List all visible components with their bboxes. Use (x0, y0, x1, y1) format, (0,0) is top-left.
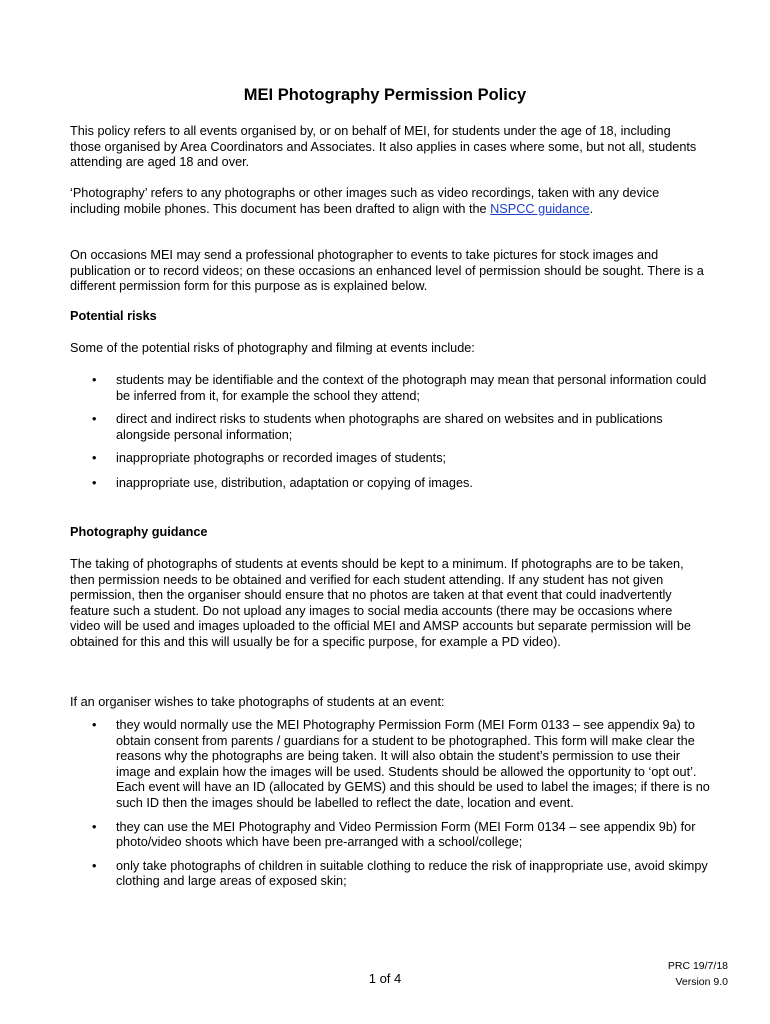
intro-paragraph-2-text: ‘Photography’ refers to any photographs or other images such as video recordings, taken with any device including mobile phones. This document has been drafted to align with the (70, 186, 660, 216)
list-item-text: students may be identifiable and the context of the photograph may mean that personal information could be inferred from it, for example the school they attend; (116, 373, 707, 403)
photography-guidance-body: The taking of photographs of students at events should be kept to a minimum. If photographs are to be taken, then permission needs to be obtained and verified for each student attending. If any student has not given permission, then the organiser should ensure that no photos are taken at that event that could inadvertently feature such a student. Do not upload any images to social media accounts (there may be occasions where video will be used and images uploaded to the official MEI and AMSP accounts but separate permission will be obtained for this and this will usually be for a specific purpose, for example a PD video). (70, 557, 691, 649)
list-item (70, 451, 710, 467)
document-reference (668, 958, 728, 990)
list-item-text: they can use the MEI Photography and Video Permission Form (MEI Form 0134 – see appendix 9b) for photo/video shoots which have been pre-arranged with a school/college; (116, 819, 696, 850)
list-item (70, 373, 710, 404)
document-ref-code: PRC 19/7/18 (667, 960, 728, 972)
page-number: 1 of 4 (368, 971, 402, 986)
list-item-text: direct and indirect risks to students when photographs are shared on websites and in publications alongside personal information; (116, 412, 663, 442)
list-item-text: they would normally use the MEI Photography Permission Form (MEI Form 0133 – see appendix 9a) to obtain consent from parents / guardians for a student to be photographed. This form will make clear the reasons why the photographs are being taken. It will also obtain the student’s permission to use their image and explain how the images will be used. Students should be allowed the opportunity to ‘opt out’. Each event will have an ID (allocated by GEMS) and this should be used to label the images; if there is no such ID then the images should be labelled to reflect the date, location and event. (116, 718, 710, 810)
potential-risks-lead: Some of the potential risks of photography and filming at events include: (70, 341, 475, 355)
potential-risks-heading: Potential risks (70, 309, 157, 323)
bullet-icon: • (92, 451, 97, 466)
list-item (70, 859, 710, 890)
bullet-icon: • (92, 718, 97, 732)
intro-paragraph-2 (70, 186, 705, 217)
intro-paragraph-3: On occasions MEI may send a professional photographer to events to take pictures for stock images and publication or to record videos; on these occasions an enhanced level of permission should be sought. There is a different permission form for this purpose as is explained below. (70, 248, 704, 294)
nspcc-guidance-link[interactable]: NSPCC guidance (490, 201, 590, 216)
list-item (70, 718, 710, 812)
intro-paragraph-1: This policy refers to all events organised by, or on behalf of MEI, for students under the age of 18, including those organised by Area Coordinators and Associates. It also applies in cases where some, but not all, students attending are aged 18 and over. (70, 124, 697, 170)
guidance-list (70, 718, 710, 890)
period: . (589, 201, 594, 216)
photography-guidance-heading: Photography guidance (70, 525, 208, 539)
risks-list (70, 373, 710, 492)
bullet-icon: • (92, 858, 97, 873)
list-item-text: inappropriate use, distribution, adaptation or copying of images. (116, 475, 473, 490)
bullet-icon: • (92, 412, 97, 427)
list-item (70, 820, 710, 851)
list-item (70, 412, 710, 443)
bullet-icon: • (92, 819, 97, 834)
bullet-icon: • (92, 373, 97, 387)
list-item (70, 476, 710, 492)
list-item-text: only take photographs of children in suitable clothing to reduce the risk of inappropriate use, avoid skimpy clothing and large areas of exposed skin; (116, 858, 708, 889)
bullet-icon: • (92, 475, 97, 490)
document-version: Version 9.0 (675, 976, 728, 988)
photography-guidance-lead: If an organiser wishes to take photographs of students at an event: (70, 695, 445, 709)
page-title: MEI Photography Permission Policy (243, 86, 527, 104)
list-item-text: inappropriate photographs or recorded images of students; (116, 451, 447, 466)
